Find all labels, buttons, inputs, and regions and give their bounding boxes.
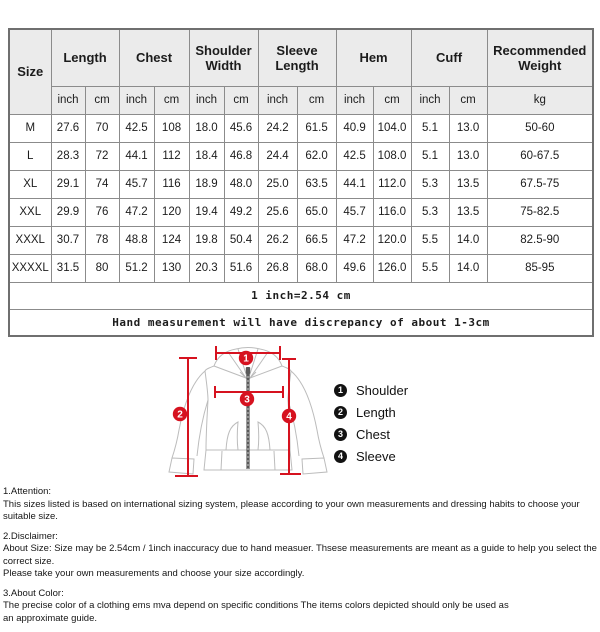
measurement-cell: 48.8 bbox=[119, 226, 154, 254]
column-unit-header: cm bbox=[297, 86, 336, 114]
column-unit-header: kg bbox=[487, 86, 593, 114]
jacket-diagram bbox=[0, 338, 600, 488]
note-row bbox=[9, 282, 593, 309]
measurement-cell: 65.0 bbox=[297, 198, 336, 226]
conversion-note: 1 inch=2.54 cm bbox=[9, 282, 593, 309]
measurement-cell: 45.7 bbox=[119, 170, 154, 198]
measurement-cell: 68.0 bbox=[297, 254, 336, 282]
measurement-cell: 45.6 bbox=[224, 114, 258, 142]
measurement-cell: 27.6 bbox=[51, 114, 85, 142]
column-group-header: Shoulder Width bbox=[189, 29, 258, 86]
measurement-cell: 31.5 bbox=[51, 254, 85, 282]
measurement-cell: 48.0 bbox=[224, 170, 258, 198]
measurement-cell: 24.2 bbox=[258, 114, 297, 142]
column-unit-header: cm bbox=[85, 86, 119, 114]
zipper bbox=[246, 367, 250, 469]
callout-1-num: 1 bbox=[243, 353, 249, 365]
note-section-heading: 3.About Color: bbox=[3, 587, 64, 599]
header-sub-row bbox=[9, 86, 593, 114]
size-row bbox=[9, 198, 593, 226]
size-cell: XXL bbox=[9, 198, 51, 226]
column-group-header: Sleeve Length bbox=[258, 29, 336, 86]
size-chart-header bbox=[9, 29, 593, 114]
measurement-cell: 13.0 bbox=[449, 114, 487, 142]
measurement-cell: 50.4 bbox=[224, 226, 258, 254]
column-group-header: Length bbox=[51, 29, 119, 86]
measurement-diagram bbox=[0, 338, 600, 488]
column-unit-header: inch bbox=[119, 86, 154, 114]
measurement-cell: 42.5 bbox=[119, 114, 154, 142]
column-unit-header: inch bbox=[411, 86, 449, 114]
measurement-cell: 46.8 bbox=[224, 142, 258, 170]
note-section-line: The precise color of a clothing ems mva depend on specific conditions The items colors depicted should only be used as bbox=[3, 600, 509, 611]
measurement-cell: 82.5-90 bbox=[487, 226, 593, 254]
measurement-cell: 45.7 bbox=[336, 198, 373, 226]
measurement-cell: 47.2 bbox=[119, 198, 154, 226]
column-group-header: Cuff bbox=[411, 29, 487, 86]
callout-2-num: 2 bbox=[177, 409, 183, 421]
measurement-cell: 5.1 bbox=[411, 142, 449, 170]
size-chart-body bbox=[9, 114, 593, 336]
note-section-line: About Size: Size may be 2.54cm / 1inch inaccuracy due to hand measuer. Thsese measurements are meant as a guide to help you select the correct size. bbox=[3, 543, 597, 567]
column-unit-header: cm bbox=[373, 86, 411, 114]
callout-4-num: 4 bbox=[286, 411, 292, 423]
measurement-cell: 13.5 bbox=[449, 170, 487, 198]
legend-item bbox=[334, 401, 408, 423]
measurement-cell: 13.5 bbox=[449, 198, 487, 226]
measurement-cell: 44.1 bbox=[336, 170, 373, 198]
measurement-cell: 85-95 bbox=[487, 254, 593, 282]
measurement-cell: 104.0 bbox=[373, 114, 411, 142]
measurement-cell: 63.5 bbox=[297, 170, 336, 198]
measurement-cell: 19.8 bbox=[189, 226, 224, 254]
measurement-cell: 80 bbox=[85, 254, 119, 282]
size-row bbox=[9, 114, 593, 142]
column-group-header: Chest bbox=[119, 29, 189, 86]
measurement-cell: 112 bbox=[154, 142, 189, 170]
size-row bbox=[9, 226, 593, 254]
column-unit-header: cm bbox=[224, 86, 258, 114]
size-cell: L bbox=[9, 142, 51, 170]
notes-text bbox=[3, 486, 598, 632]
measurement-cell: 29.1 bbox=[51, 170, 85, 198]
measurement-cell: 49.6 bbox=[336, 254, 373, 282]
measurement-cell: 60-67.5 bbox=[487, 142, 593, 170]
size-cell: XL bbox=[9, 170, 51, 198]
column-unit-header: cm bbox=[154, 86, 189, 114]
measurement-cell: 30.7 bbox=[51, 226, 85, 254]
measurement-cell: 42.5 bbox=[336, 142, 373, 170]
legend-item bbox=[334, 379, 408, 401]
measurement-cell: 24.4 bbox=[258, 142, 297, 170]
measurement-cell: 78 bbox=[85, 226, 119, 254]
legend-label: Sleeve bbox=[356, 448, 396, 464]
legend-num-badge: 4 bbox=[334, 450, 347, 463]
note-section-line: an approximate guide. bbox=[3, 612, 98, 624]
size-row bbox=[9, 254, 593, 282]
callout-3-num: 3 bbox=[244, 394, 250, 406]
measurement-cell: 108 bbox=[154, 114, 189, 142]
measurement-cell: 26.8 bbox=[258, 254, 297, 282]
column-unit-header: cm bbox=[449, 86, 487, 114]
column-group-header: Size bbox=[9, 29, 51, 114]
measurement-cell: 120.0 bbox=[373, 226, 411, 254]
measurement-cell: 5.5 bbox=[411, 254, 449, 282]
size-row bbox=[9, 170, 593, 198]
note-section bbox=[3, 588, 598, 626]
measurement-cell: 26.2 bbox=[258, 226, 297, 254]
column-unit-header: inch bbox=[258, 86, 297, 114]
note-section-line: Please take your own measurements and choose your size accordingly. bbox=[3, 568, 305, 579]
note-section-heading: 2.Disclaimer: bbox=[3, 530, 58, 542]
size-cell: M bbox=[9, 114, 51, 142]
measurement-cell: 47.2 bbox=[336, 226, 373, 254]
measurement-cell: 18.0 bbox=[189, 114, 224, 142]
measurement-cell: 18.9 bbox=[189, 170, 224, 198]
measurement-cell: 19.4 bbox=[189, 198, 224, 226]
note-section-heading: 1.Attention: bbox=[3, 486, 52, 497]
note-section-line: This sizes listed is based on international sizing system, please according to your own measurements and dressing habits to choose your suitable size. bbox=[3, 498, 580, 522]
legend-item bbox=[334, 423, 408, 445]
measurement-cell: 29.9 bbox=[51, 198, 85, 226]
measurement-cell: 70 bbox=[85, 114, 119, 142]
measurement-cell: 14.0 bbox=[449, 254, 487, 282]
discrepancy-note: Hand measurement will have discrepancy of about 1-3cm bbox=[9, 309, 593, 336]
column-unit-header: inch bbox=[189, 86, 224, 114]
size-chart-table bbox=[8, 28, 594, 337]
measurement-cell: 49.2 bbox=[224, 198, 258, 226]
legend-item bbox=[334, 445, 408, 467]
size-cell: XXXXL bbox=[9, 254, 51, 282]
measurement-cell: 61.5 bbox=[297, 114, 336, 142]
measurement-cell: 20.3 bbox=[189, 254, 224, 282]
measurement-cell: 108.0 bbox=[373, 142, 411, 170]
measurement-cell: 5.1 bbox=[411, 114, 449, 142]
measurement-cell: 112.0 bbox=[373, 170, 411, 198]
measurement-cell: 50-60 bbox=[487, 114, 593, 142]
legend-label: Shoulder bbox=[356, 382, 409, 398]
measurement-legend bbox=[334, 379, 408, 467]
legend-num-badge: 1 bbox=[334, 384, 347, 397]
measurement-cell: 75-82.5 bbox=[487, 198, 593, 226]
measurement-cell: 74 bbox=[85, 170, 119, 198]
size-cell: XXXL bbox=[9, 226, 51, 254]
note-section bbox=[3, 486, 598, 524]
measurement-cell: 25.6 bbox=[258, 198, 297, 226]
measurement-cell: 67.5-75 bbox=[487, 170, 593, 198]
column-unit-header: inch bbox=[51, 86, 85, 114]
measurement-cell: 14.0 bbox=[449, 226, 487, 254]
legend-label: Length bbox=[356, 404, 396, 420]
measurement-cell: 25.0 bbox=[258, 170, 297, 198]
measurement-cell: 5.5 bbox=[411, 226, 449, 254]
measurement-cell: 116.0 bbox=[373, 198, 411, 226]
column-group-header: Hem bbox=[336, 29, 411, 86]
measurement-cell: 28.3 bbox=[51, 142, 85, 170]
measurement-cell: 126.0 bbox=[373, 254, 411, 282]
measurement-cell: 124 bbox=[154, 226, 189, 254]
measurement-cell: 62.0 bbox=[297, 142, 336, 170]
measurement-cell: 116 bbox=[154, 170, 189, 198]
measurement-cell: 13.0 bbox=[449, 142, 487, 170]
measurement-cell: 5.3 bbox=[411, 170, 449, 198]
measurement-cell: 44.1 bbox=[119, 142, 154, 170]
header-group-row bbox=[9, 29, 593, 86]
measurement-cell: 18.4 bbox=[189, 142, 224, 170]
measurement-cell: 66.5 bbox=[297, 226, 336, 254]
column-group-header: Recommended Weight bbox=[487, 29, 593, 86]
measurement-cell: 120 bbox=[154, 198, 189, 226]
note-row bbox=[9, 309, 593, 336]
legend-num-badge: 2 bbox=[334, 406, 347, 419]
legend-label: Chest bbox=[356, 426, 390, 442]
measurement-cell: 76 bbox=[85, 198, 119, 226]
measurement-cell: 51.6 bbox=[224, 254, 258, 282]
legend-num-badge: 3 bbox=[334, 428, 347, 441]
measurement-cell: 130 bbox=[154, 254, 189, 282]
measurement-cell: 51.2 bbox=[119, 254, 154, 282]
measurement-cell: 72 bbox=[85, 142, 119, 170]
note-section bbox=[3, 531, 598, 581]
column-unit-header: inch bbox=[336, 86, 373, 114]
measurement-cell: 5.3 bbox=[411, 198, 449, 226]
measurement-cell: 40.9 bbox=[336, 114, 373, 142]
size-row bbox=[9, 142, 593, 170]
